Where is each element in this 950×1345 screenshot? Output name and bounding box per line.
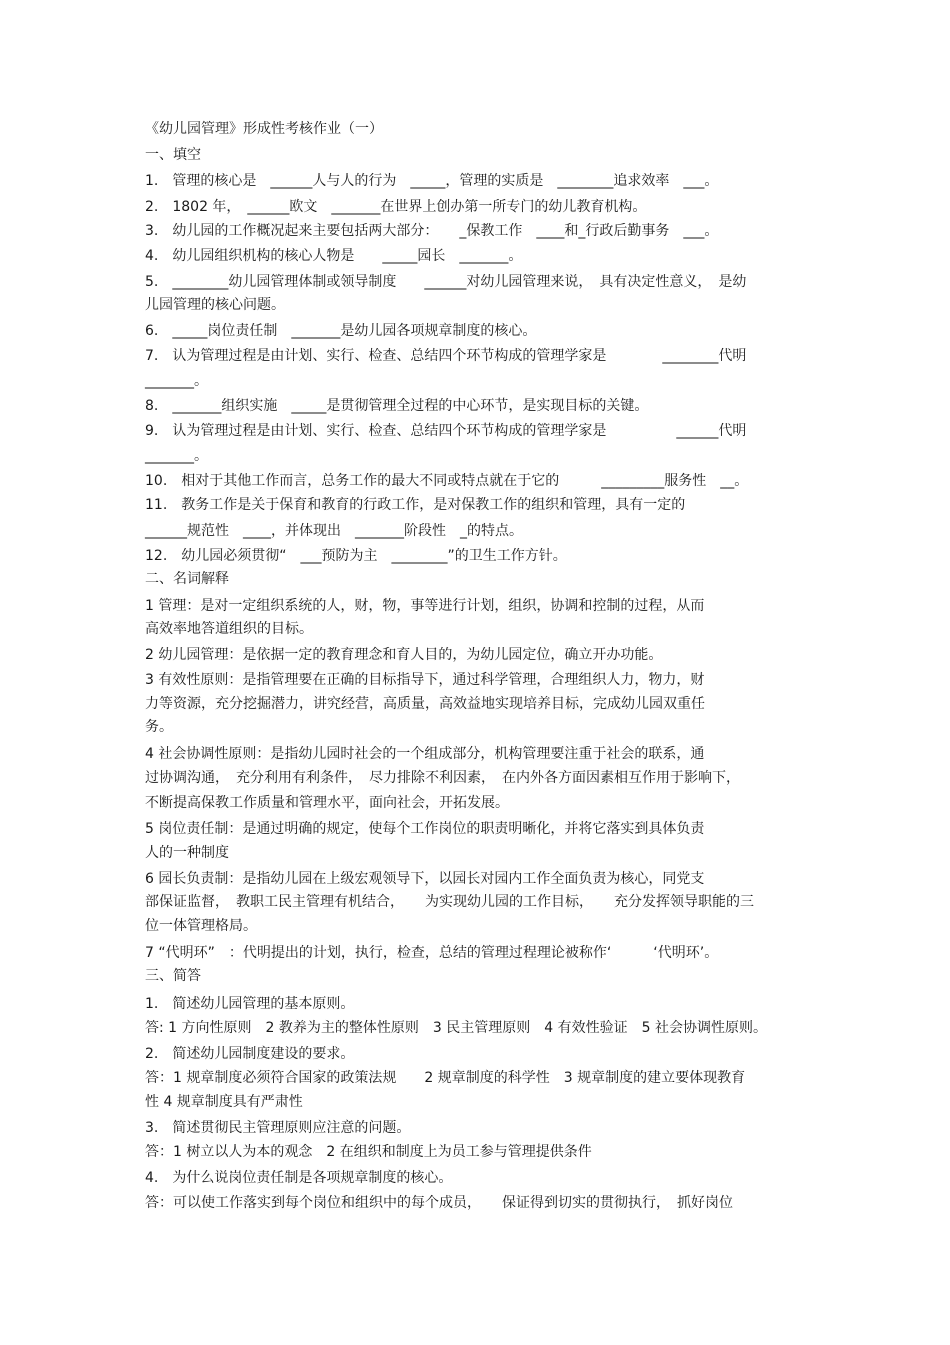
question-line: 1. 简述幼儿园管理的基本原则。 xyxy=(145,996,355,1012)
question-line: 3. 简述贯彻民主管理原则应注意的问题。 xyxy=(145,1120,411,1136)
question-line: 2. 简述幼儿园制度建设的要求。 xyxy=(145,1046,355,1062)
text-line: 人的一种制度 xyxy=(145,845,229,861)
text-line: 3 有效性原则：是指管理要在正确的目标指导下，通过科学管理，合理组织人力，物力，财 xyxy=(145,672,705,688)
text-line: 8. _______组织实施 _____是贯彻管理全过程的中心环节，是实现目标的关键。 xyxy=(145,398,649,414)
text-line: 2. 1802 年， ______欧文 _______在世界上创办第一所专门的幼儿教育机构。 xyxy=(145,199,647,215)
answer-line: 答：1 树立以人为本的观念 2 在组织和制度上为员工参与管理提供条件 xyxy=(145,1144,592,1160)
text-line: 务。 xyxy=(145,719,173,735)
text-line: 10. 相对于其他工作而言，总务工作的最大不同或特点就在于它的 _________服务性 __。 xyxy=(145,473,749,489)
text-line: ______规范性 ____，并体现出 _______阶段性 _的特点。 xyxy=(145,523,523,539)
section-heading-short-answer: 三、简答 xyxy=(145,968,201,984)
text-line: 位一体管理格局。 xyxy=(145,918,257,934)
text-line: 不断提高保教工作质量和管理水平，面向社会，开拓发展。 xyxy=(145,795,509,811)
text-line: 7 “代明环” ：代明提出的计划，执行，检查，总结的管理过程理论被称作‘ ‘代明环’。 xyxy=(145,945,719,961)
text-line: 儿园管理的核心问题。 xyxy=(145,297,285,313)
text-line: 5. ________幼儿园管理体制或领导制度 ______对幼儿园管理来说， 具有决定性意义， 是幼 xyxy=(145,274,747,290)
text-line: _______。 xyxy=(145,373,208,389)
answer-line: 答：1 规章制度必须符合国家的政策法规 2 规章制度的科学性 3 规章制度的建立要体现教育 xyxy=(145,1070,746,1086)
answer-line: 性 4 规章制度具有严肃性 xyxy=(145,1094,303,1110)
answer-line: 答：可以使工作落实到每个岗位和组织中的每个成员， 保证得到切实的贯彻执行， 抓好岗位 xyxy=(145,1195,733,1211)
text-line: 3. 幼儿园的工作概况起来主要包括两大部分： _保教工作 ____和_行政后勤事务 ___。 xyxy=(145,223,719,239)
text-line: 部保证监督， 教职工民主管理有机结合， 为实现幼儿园的工作目标， 充分发挥领导职能的三 xyxy=(145,894,754,910)
document-title: 《幼儿园管理》形成性考核作业（一） xyxy=(145,121,383,137)
text-line: _______。 xyxy=(145,448,208,464)
question-line: 4. 为什么说岗位责任制是各项规章制度的核心。 xyxy=(145,1170,453,1186)
text-line: 5 岗位责任制：是通过明确的规定，使每个工作岗位的职责明晰化，并将它落实到具体负责 xyxy=(145,821,705,837)
text-line: 过协调沟通， 充分利用有利条件， 尽力排除不利因素， 在内外各方面因素相互作用于影响下， xyxy=(145,770,740,786)
text-line: 2 幼儿园管理：是依据一定的教育理念和育人目的，为幼儿园定位，确立开办功能。 xyxy=(145,647,663,663)
text-line: 1 管理：是对一定组织系统的人，财，物，事等进行计划，组织，协调和控制的过程，从而 xyxy=(145,598,705,614)
text-line: 12. 幼儿园必须贯彻“ ___预防为主 ________”的卫生工作方针。 xyxy=(145,548,567,564)
text-line: 6. _____岗位责任制 _______是幼儿园各项规章制度的核心。 xyxy=(145,323,537,339)
section-heading-fill-blank: 一、填空 xyxy=(145,147,201,163)
text-line: 4 社会协调性原则：是指幼儿园时社会的一个组成部分，机构管理要注重于社会的联系，通 xyxy=(145,746,705,762)
text-line: 力等资源，充分挖掘潜力，讲究经营，高质量，高效益地实现培养目标，完成幼儿园双重任 xyxy=(145,696,705,712)
text-line: 7. 认为管理过程是由计划、实行、检查、总结四个环节构成的管理学家是 ________代明 xyxy=(145,348,747,364)
text-line: 9. 认为管理过程是由计划、实行、检查、总结四个环节构成的管理学家是 ______代明 xyxy=(145,423,747,439)
text-line: 高效率地答道组织的目标。 xyxy=(145,621,313,637)
text-line: 1. 管理的核心是 ______人与人的行为 _____，管理的实质是 ________追求效率 ___。 xyxy=(145,173,719,189)
text-line: 11. 教务工作是关于保育和教育的行政工作，是对保教工作的组织和管理，具有一定的 xyxy=(145,497,686,513)
text-line: 6 园长负责制：是指幼儿园在上级宏观领导下，以园长对园内工作全面负责为核心，同党支 xyxy=(145,871,705,887)
answer-line: 答: 1 方向性原则 2 教养为主的整体性原则 3 民主管理原则 4 有效性验证 5 社会协调性原则。 xyxy=(145,1020,767,1036)
text-line: 4. 幼儿园组织机构的核心人物是 _____园长 _______。 xyxy=(145,248,523,264)
section-heading-terms: 二、名词解释 xyxy=(145,571,229,587)
